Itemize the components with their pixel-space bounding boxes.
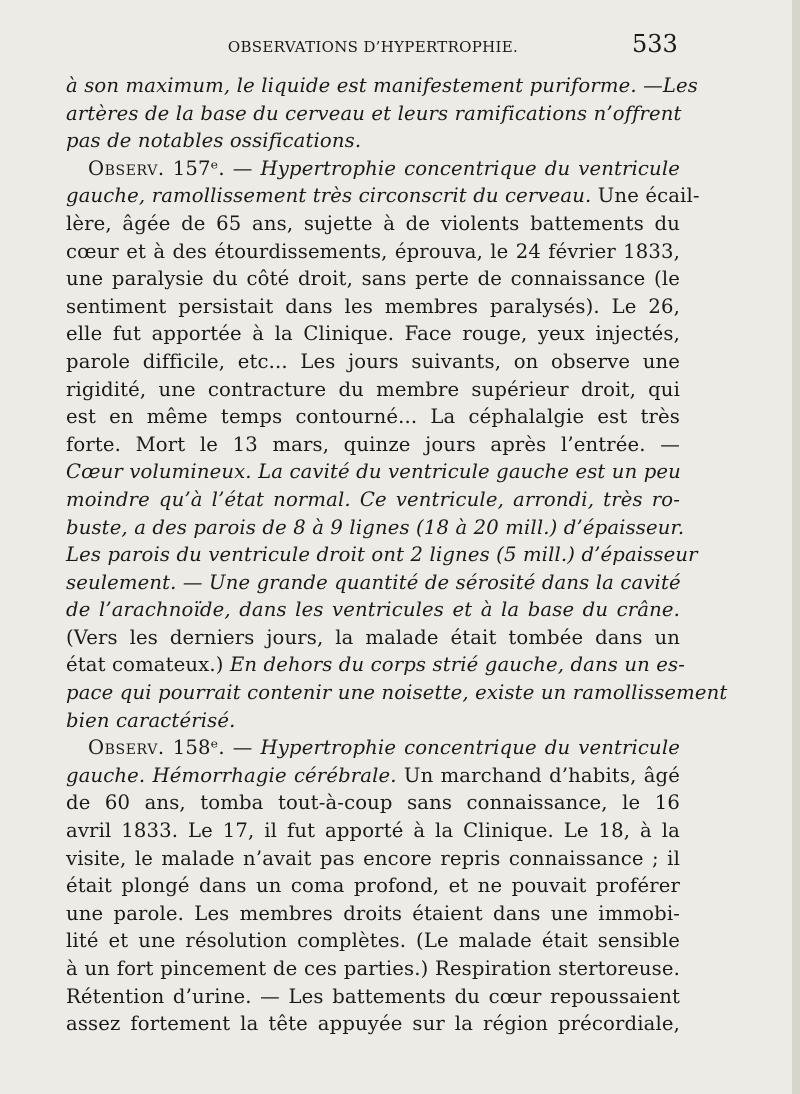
text-line: seulement. — Une grande quantité de sérosité dans la cavité — [66, 570, 681, 594]
observation-number: 157ᵉ. — — [172, 156, 253, 180]
text-line: elle fut apportée à la Clinique. Face rouge, yeux injectés, — [66, 322, 680, 346]
observation-title: gauche, ramollissement très circonscrit du cerveau. — [66, 184, 592, 208]
text-fragment: En dehors du corps strié gauche, dans un es- — [229, 653, 685, 677]
text-line: est en même temps contourné... La céphalalgie est très — [66, 405, 680, 429]
text-line: lité et une résolution complètes. (Le malade était sensible — [66, 929, 680, 953]
observation-158-heading — [66, 734, 680, 762]
text-fragment: état comateux.) — [66, 653, 224, 677]
text-line: pace qui pourrait contenir une noisette, existe un ramollissement — [66, 681, 728, 705]
text-line: était plongé dans un coma profond, et ne pouvait proférer — [66, 874, 680, 898]
running-head: OBSERVATIONS D’HYPERTROPHIE. — [227, 38, 519, 56]
text-line — [66, 762, 680, 790]
observation-157-heading — [66, 155, 680, 183]
text-line — [66, 182, 700, 210]
text-line: Rétention d’urine. — Les battements du cœur repoussaient — [66, 984, 680, 1008]
text-line: à un fort pincement de ces parties.) Respiration stertoreuse. — [66, 957, 680, 980]
text-line: moindre qu’à l’état normal. Ce ventricule, arrondi, très ro- — [66, 487, 680, 511]
text-fragment: Un marchand d’habits, âgé — [403, 763, 680, 787]
text-line: pas de notables ossifications. — [66, 129, 362, 153]
text-line: Les parois du ventricule droit ont 2 lignes (5 mill.) d’épaisseur — [66, 543, 698, 567]
text-line: Cœur volumineux. La cavité du ventricule gauche est un peu — [66, 460, 681, 484]
text-line: assez fortement la tête appuyée sur la région précordiale, — [66, 1012, 680, 1036]
observation-number: 158ᵉ. — — [172, 736, 253, 760]
text-line: artères de la base du cerveau et leurs ramifications n’offrent — [66, 101, 682, 125]
observation-title: Hypertrophie concentrique du ventricule — [260, 736, 680, 760]
text-line: buste, a des parois de 8 à 9 lignes (18 à 20 mill.) d’épaisseur. — [66, 515, 685, 539]
text-line: bien caractérisé. — [66, 708, 236, 732]
page-header — [66, 30, 680, 64]
text-line: de 60 ans, tomba tout-à-coup sans connaissance, le 16 — [66, 791, 680, 815]
text-line: avril 1833. Le 17, il fut apporté à la Clinique. Le 18, à la — [66, 819, 680, 843]
page-edge-shadow — [792, 0, 800, 1094]
text-line: cœur et à des étourdissements, éprouva, le 24 février 1833, — [66, 239, 680, 263]
text-line: parole difficile, etc... Les jours suivants, on observe une — [66, 349, 680, 373]
text-line — [66, 651, 685, 679]
text-line: à son maximum, le liquide est manifestement puriforme. —Les — [66, 74, 698, 97]
text-line: rigidité, une contracture du membre supérieur droit, qui — [66, 377, 680, 401]
observation-label: Observ. — [88, 156, 165, 180]
page-number: 533 — [632, 30, 678, 58]
observation-label: Observ. — [88, 736, 165, 760]
observation-title: Hypertrophie concentrique du ventricule — [260, 156, 680, 180]
body-text — [66, 72, 728, 1038]
text-line: forte. Mort le 13 mars, quinze jours après l’entrée. — — [66, 432, 680, 456]
text-line: de l’arachnoïde, dans les ventricules et à la base du crâne. — [66, 598, 680, 622]
observation-title: gauche. Hémorrhagie cérébrale. — [66, 763, 397, 787]
text-line: lère, âgée de 65 ans, sujette à de violents battements du — [66, 211, 680, 235]
text-line: visite, le malade n’avait pas encore repris connaissance ; il — [66, 846, 680, 870]
text-line: une parole. Les membres droits étaient dans une immobi- — [66, 901, 680, 925]
text-line: une paralysie du côté droit, sans perte de connaissance (le — [66, 267, 680, 291]
text-line: (Vers les derniers jours, la malade était tombée dans un — [66, 625, 680, 649]
text-line: sentiment persistait dans les membres paralysés). Le 26, — [66, 294, 680, 318]
text-fragment: Une écail- — [597, 184, 700, 208]
